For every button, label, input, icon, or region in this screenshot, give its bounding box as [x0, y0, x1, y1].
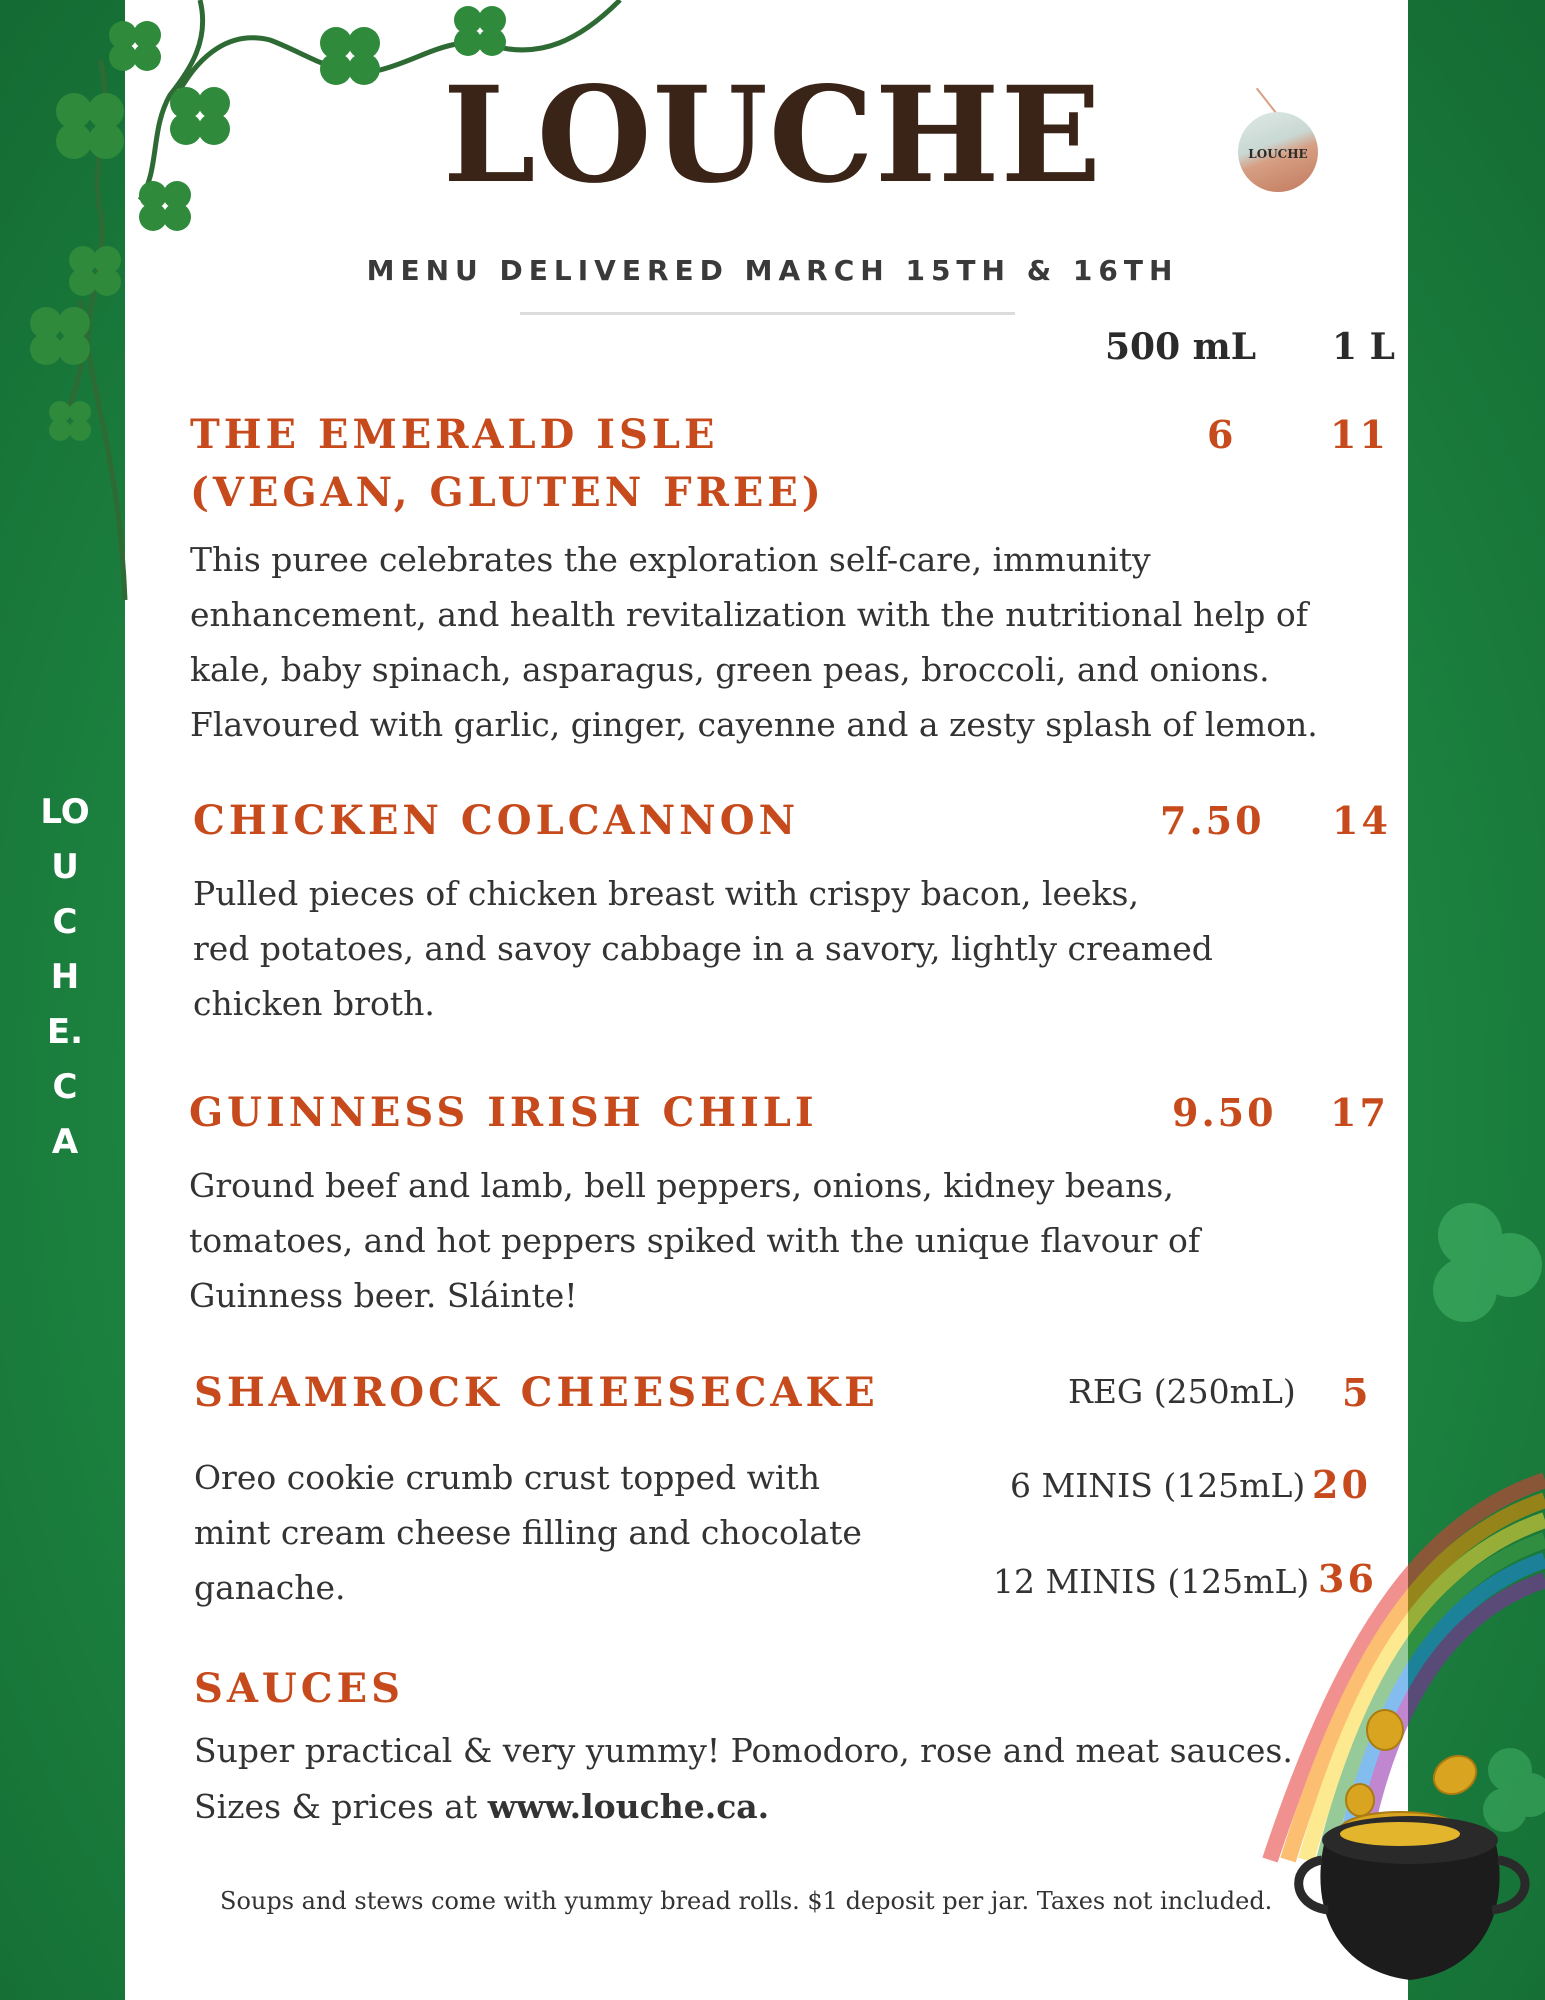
price-500ml: 6 — [1207, 412, 1237, 457]
price-1l: 14 — [1332, 798, 1391, 843]
sauces-description: Super practical & very yummy! Pomodoro, rose and meat sauces. — [194, 1731, 1293, 1770]
size-option-price: 5 — [1342, 1370, 1372, 1415]
item-description: This puree celebrates the exploration self-care, immunity enhancement, and health revitalization with the nutritional help of kale, baby spinach, asparagus, green peas, broccoli, and onions. Flavoured with garlic, ginger, cayenne and a zesty splash of lemon. — [190, 540, 1318, 744]
item-title: THE EMERALD ISLE — [190, 411, 719, 458]
sauces-sizes-line — [194, 1779, 769, 1834]
item-title: GUINNESS IRISH CHILI — [189, 1089, 818, 1136]
header-divider — [520, 312, 1015, 315]
sauces-title: SAUCES — [194, 1665, 405, 1712]
item-description: Ground beef and lamb, bell peppers, onions, kidney beans, tomatoes, and hot peppers spiked with the unique flavour of Guinness beer. Sláinte! — [189, 1166, 1201, 1315]
item-title: SHAMROCK CHEESECAKE — [194, 1369, 879, 1416]
column-header-500ml: 500 mL — [1105, 326, 1257, 368]
logo-text: LOUCHE — [1248, 147, 1308, 161]
column-header-1l: 1 L — [1332, 326, 1395, 368]
price-1l: 11 — [1330, 412, 1389, 457]
price-500ml: 7.50 — [1160, 798, 1265, 843]
brand-logo — [1238, 112, 1318, 192]
item-subtitle: (VEGAN, GLUTEN FREE) — [190, 469, 825, 516]
item-title: CHICKEN COLCANNON — [193, 797, 800, 844]
size-option-label: 6 MINIS (125mL) — [1010, 1466, 1306, 1505]
size-option-label: 12 MINIS (125mL) — [993, 1562, 1310, 1601]
price-500ml: 9.50 — [1172, 1090, 1277, 1135]
price-1l: 17 — [1330, 1090, 1389, 1135]
item-description: Pulled pieces of chicken breast with crispy bacon, leeks, red potatoes, and savoy cabbage in a savory, lightly creamed chicken broth. — [193, 874, 1213, 1023]
footnote: Soups and stews come with yummy bread rolls. $1 deposit per jar. Taxes not included. — [220, 1887, 1273, 1915]
sauces-sizes-prefix: Sizes & prices at — [194, 1787, 488, 1826]
brand-title: LOUCHE — [442, 58, 1103, 213]
size-option-price: 36 — [1318, 1556, 1377, 1601]
size-option-price: 20 — [1312, 1462, 1371, 1507]
background-shamrock-icon — [1410, 1190, 1545, 1390]
side-website-text: LOUCHE.CA — [40, 792, 90, 1162]
size-option-label: REG (250mL) — [1068, 1372, 1296, 1411]
item-description: Oreo cookie crumb crust topped with mint cream cheese filling and chocolate ganache. — [194, 1458, 862, 1607]
pot-of-gold-icon — [1290, 1700, 1545, 2000]
menu-subtitle: MENU DELIVERED MARCH 15TH & 16TH — [366, 254, 1179, 287]
website-link[interactable]: www.louche.ca. — [487, 1787, 770, 1826]
